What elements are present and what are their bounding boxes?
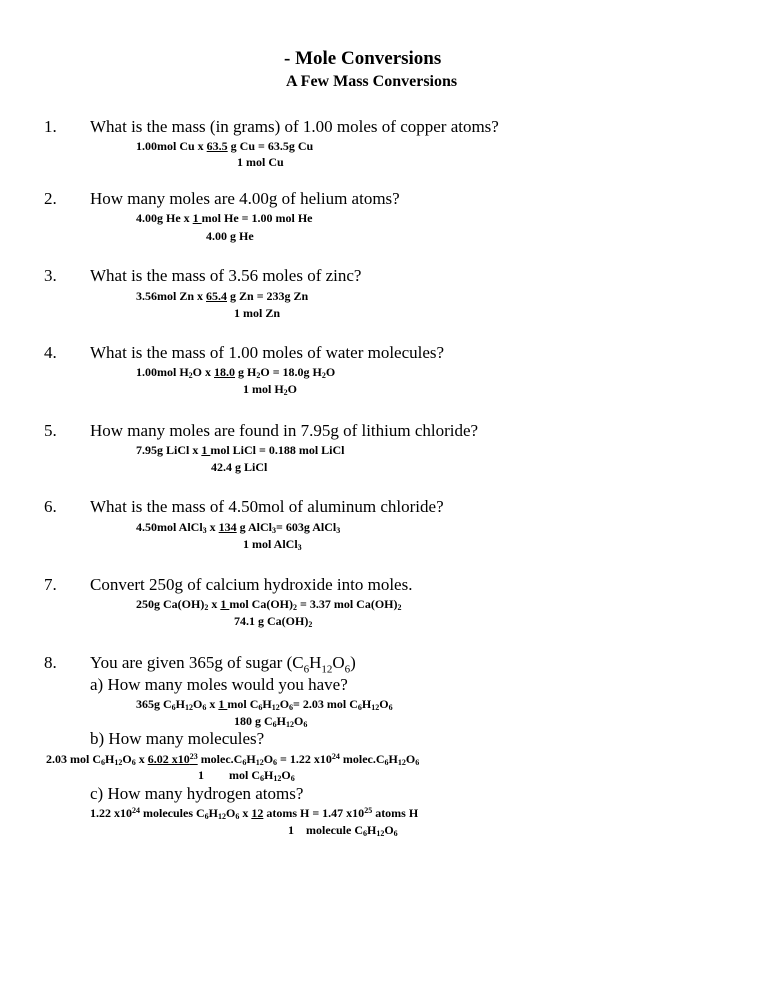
question-8c-denominator-2: molecule $C_6H_{12}O_6$ xyxy=(306,823,398,838)
question-8-text: You are given 365g of sugar $(C_6H_{12}O_6)$ xyxy=(90,653,356,676)
question-8a-prompt: a) How many moles would you have? xyxy=(90,675,348,694)
question-8b-work: 2.03 mol $C_6H_{12}O_6$ x 6.02 $x10^{23}$ $molec.C_6H_{12}O_6 = 1.22$ $x10^{24}$ $molec.C_6H_{12}O_6$ xyxy=(46,752,420,767)
question-1-work: 1.00mol Cu x 63.5 g Cu = 63.5g Cu xyxy=(136,139,314,153)
question-5-denominator: 42.4 g LiCl xyxy=(211,460,268,474)
question-7-number: 7. xyxy=(44,575,57,594)
question-5-work: 7.95g LiCl x 1 mol LiCl = 0.188 mol LiCl xyxy=(136,443,345,457)
question-8c-work: 1.22 $x10^{24}$ molecules $C_6H_{12}O_6$ x 12 atoms H = 1.47 $x10^{25}$ atoms H xyxy=(90,806,419,821)
question-3-number: 3. xyxy=(44,266,57,285)
question-8b-denominator-2: mol $C_6H_{12}O_6$ xyxy=(229,768,295,783)
question-1-text: What is the mass (in grams) of 1.00 moles of copper atoms? xyxy=(90,117,499,136)
question-6-denominator: 1 mol AlCl$_3$ xyxy=(243,537,302,552)
question-7-work: 250g $Ca(OH)_2$ x 1 mol $Ca(OH)_2 = 3.37$ mol $Ca(OH)_2$ xyxy=(136,597,402,612)
question-8c-prompt: c) How many hydrogen atoms? xyxy=(90,784,304,803)
question-2-number: 2. xyxy=(44,189,57,208)
question-2-denominator: 4.00 g He xyxy=(206,229,254,243)
question-3-text: What is the mass of 3.56 moles of zinc? xyxy=(90,266,362,285)
question-6-work: 4.50mol AlCl$_3$ x 134 g AlCl$_3$= 603g AlCl$_3$ xyxy=(136,520,341,535)
question-8b-prompt: b) How many molecules? xyxy=(90,729,265,748)
question-1-number: 1. xyxy=(44,117,57,136)
question-8b-denominator-1: 1 xyxy=(198,768,204,782)
question-5-number: 5. xyxy=(44,421,57,440)
question-3-denominator: 1 mol Zn xyxy=(234,306,281,320)
question-8a-denominator: 180 g $C_6H_{12}O_6$ xyxy=(234,714,308,729)
question-8-number: 8. xyxy=(44,653,57,672)
question-4-denominator: 1 mol $H_2O$ xyxy=(243,382,298,397)
question-8a-work: 365g $C_6H_{12}O_6$ x 1 mol $C_6H_{12}O_6= 2.03$ mol $C_6H_{12}O_6$ xyxy=(136,697,393,712)
question-6-text: What is the mass of 4.50mol of aluminum chloride? xyxy=(90,497,444,516)
question-1-denominator: 1 mol Cu xyxy=(237,155,284,169)
question-8c-denominator-1: 1 xyxy=(288,823,294,837)
question-2-text: How many moles are 4.00g of helium atoms? xyxy=(90,189,400,208)
question-2-work: 4.00g He x 1 mol He = 1.00 mol He xyxy=(136,211,313,225)
question-3-work: 3.56mol Zn x 65.4 g Zn = 233g Zn xyxy=(136,289,309,303)
question-7-text: Convert 250g of calcium hydroxide into moles. xyxy=(90,575,413,594)
question-5-text: How many moles are found in 7.95g of lithium chloride? xyxy=(90,421,479,440)
question-7-denominator: 74.1 g $Ca(OH)_2$ xyxy=(234,614,313,629)
page-subtitle: A Few Mass Conversions xyxy=(286,73,458,90)
question-4-text: What is the mass of 1.00 moles of water molecules? xyxy=(90,343,445,362)
question-6-number: 6. xyxy=(44,497,57,516)
question-4-number: 4. xyxy=(44,343,57,362)
page-title: - Mole Conversions xyxy=(284,48,442,69)
question-4-work: 1.00mol $H_2O$ x 18.0 g $H_2O = 18.0g$ $H_2O$ xyxy=(136,365,336,380)
